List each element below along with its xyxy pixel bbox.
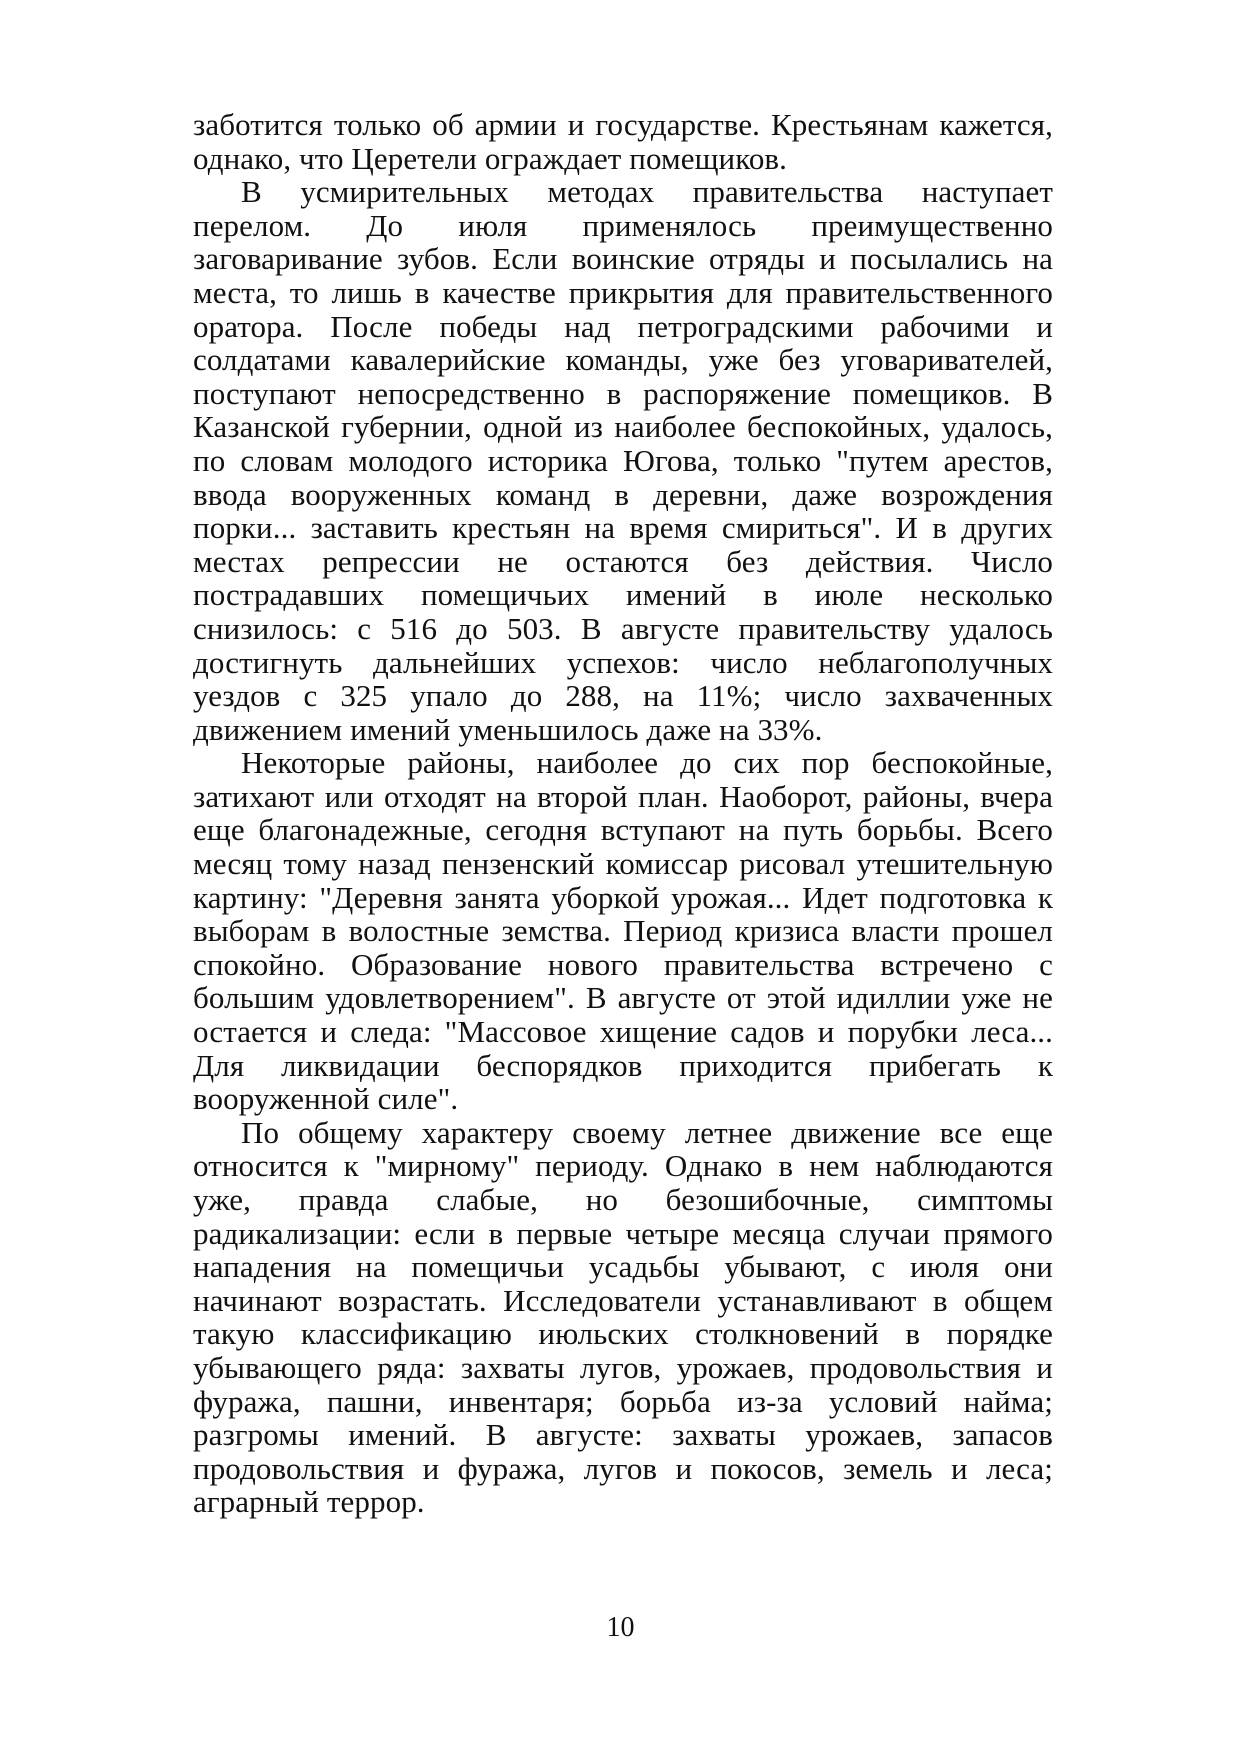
body-text (193, 108, 1053, 1519)
paragraph: В усмирительных методах правительства наступает перелом. До июля применялось преимущественно заговаривание зубов. Если воинские отряды и посылались на места, то лишь в качестве прикрытия для правительственного оратора. После победы над петроградскими рабочими и солдатами кавалерийские команды, уже без уговаривателей, поступают непосредственно в распоряжение помещиков. В Казанской губернии, одной из наиболее беспокойных, удалось, по словам молодого историка Югова, только "путем арестов, ввода вооруженных команд в деревни, даже возрождения порки... заставить крестьян на время смириться". И в других местах репрессии не остаются без действия. Число пострадавших помещичьих имений в июле несколько снизилось: с 516 до 503. В августе правительству удалось достигнуть дальнейших успехов: число неблагополучных уездов с 325 упало до 288, на 11%; число захваченных движением имений уменьшилось даже на 33%. (193, 174, 1053, 747)
paragraph-continuation: заботится только об армии и государстве. Крестьянам кажется, однако, что Церетели ограждает помещиков. (193, 107, 1053, 176)
paragraph: По общему характеру своему летнее движение все еще относится к "мирному" периоду. Однако в нем наблюдаются уже, правда слабые, но безошибочные, симптомы радикализации: если в первые четыре месяца случаи прямого нападения на помещичьи усадьбы убывают, с июля они начинают возрастать. Исследователи устанавливают в общем такую классификацию июльских столкновений в порядке убывающего ряда: захваты лугов, урожаев, продовольствия и фуража, пашни, инвентаря; борьба из-за условий найма; разгромы имений. В августе: захваты урожаев, запасов продовольствия и фуража, лугов и покосов, земель и леса; аграрный террор. (193, 1114, 1053, 1520)
page-number: 10 (606, 1612, 635, 1643)
paragraph: Некоторые районы, наиболее до сих пор беспокойные, затихают или отходят на второй план. Наоборот, районы, вчера еще благонадежные, сегодня вступают на путь борьбы. Всего месяц тому назад пензенский комиссар рисовал утешительную картину: "Деревня занята уборкой урожая... Идет подготовка к выборам в волостные земства. Период кризиса власти прошел спокойно. Образование нового правительства встречено с большим удовлетворением". В августе от этой идиллии уже не остается и следа: "Массовое хищение садов и порубки леса... Для ликвидации беспорядков приходится прибегать к вооруженной силе". (193, 745, 1053, 1117)
